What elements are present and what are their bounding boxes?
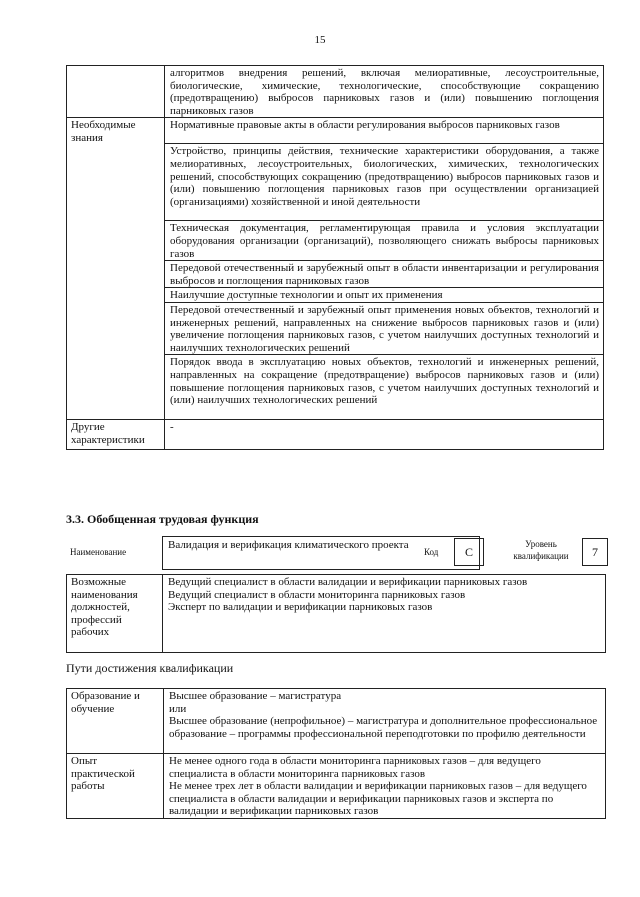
- knowledge-item: Передовой отечественный и зарубежный опыт в области инвентаризации и регулирования выбросов и поглощения парниковых газов: [165, 261, 604, 288]
- table-cell-empty: [67, 66, 165, 118]
- job-titles-list: [163, 575, 606, 653]
- qualification-paths-heading: Пути достижения квалификации: [66, 661, 234, 675]
- generalized-function-header: [66, 536, 606, 572]
- qualification-paths-table: [66, 688, 606, 819]
- experience-label: Опыт практической работы: [67, 754, 164, 819]
- experience-line: Не менее трех лет в области валидации и верификации парниковых газов – для ведущего специалиста в области валидации и верификации парниковых газов и эксперта по валидации и верификации парниковых газов: [169, 780, 587, 818]
- job-titles-table: [66, 574, 606, 653]
- education-value: [164, 689, 606, 754]
- job-titles-label: Возможные наименования должностей, профессий рабочих: [67, 575, 163, 653]
- knowledge-item: Передовой отечественный и зарубежный опыт применения новых объектов, технологий и инженерных решений, направленных на снижение выбросов парниковых газов и (или) увеличение поглощения парниковых газов, с учетом наилучших доступных технологий и наилучших технологических решений: [165, 302, 604, 354]
- knowledge-item: Устройство, принципы действия, технические характеристики оборудования, а также мелиоративных, лесоустроительных, биологических, химических, технологических решений, способствующих сокращению (предотвращению) выбросов парниковых газов и (или) повышению поглощения парниковых газов при осуществлении организацией (организациями) хозяйственной и иной деятельности: [165, 144, 604, 221]
- experience-value: [164, 754, 606, 819]
- knowledge-item: Наилучшие доступные технологии и опыт их применения: [165, 288, 604, 303]
- code-label: Код: [424, 547, 439, 557]
- knowledge-continuation: алгоритмов внедрения решений, включая мелиоративные, лесоустроительные, биологические, химические, технологические, способствующие сокращению (предотвращению) выбросов парниковых газов и (или) повышению поглощения парниковых газов: [165, 66, 604, 118]
- job-title: Ведущий специалист в области валидации и верификации парниковых газов: [168, 576, 528, 588]
- education-label: Образование и обучение: [67, 689, 164, 754]
- table-row: [67, 575, 606, 653]
- table-row: [67, 689, 606, 754]
- level-label: Уровень квалификации: [513, 539, 569, 561]
- table-row: [67, 66, 604, 118]
- table-row: [67, 754, 606, 819]
- education-line: Высшее образование – магистратура: [169, 690, 342, 702]
- experience-line: Не менее одного года в области мониторинга парниковых газов – для ведущего специалиста в области мониторинга парниковых газов: [169, 755, 541, 780]
- level-value: 7: [582, 538, 608, 566]
- education-line: или: [169, 702, 187, 715]
- knowledge-item: Нормативные правовые акты в области регулирования выбросов парниковых газов: [165, 118, 604, 144]
- other-characteristics-label: Другие характеристики: [67, 420, 165, 450]
- required-knowledge-label: Необходимые знания: [67, 118, 165, 420]
- function-name: Валидация и верификация климатического проекта: [162, 536, 480, 570]
- name-label: Наименование: [70, 547, 127, 557]
- table-row: [67, 420, 604, 450]
- knowledge-item: Порядок ввода в эксплуатацию новых объектов, технологий и инженерных решений, направленных на сокращение (предотвращение) выбросов парниковых газов и (или) повышение поглощения парниковых газов, с учетом наилучших доступных технологий и (или) наилучших технологических решений: [165, 355, 604, 420]
- job-title: Эксперт по валидации и верификации парниковых газов: [168, 601, 433, 614]
- knowledge-table: [66, 65, 604, 450]
- job-title: Ведущий специалист в области мониторинга парниковых газов: [168, 588, 466, 601]
- section-heading: 3.3. Обобщенная трудовая функция: [66, 512, 259, 526]
- table-row: [67, 118, 604, 144]
- education-line: Высшее образование (непрофильное) – магистратура и дополнительное профессиональное образование – программы профессиональной переподготовки по профилю деятельности: [169, 715, 598, 740]
- knowledge-item: Техническая документация, регламентирующая правила и условия эксплуатации оборудования организации (организаций), позволяющего снижать выбросы парниковых газов: [165, 221, 604, 261]
- code-value: C: [454, 538, 484, 566]
- other-characteristics-value: -: [165, 420, 604, 450]
- page-number: 15: [314, 34, 326, 46]
